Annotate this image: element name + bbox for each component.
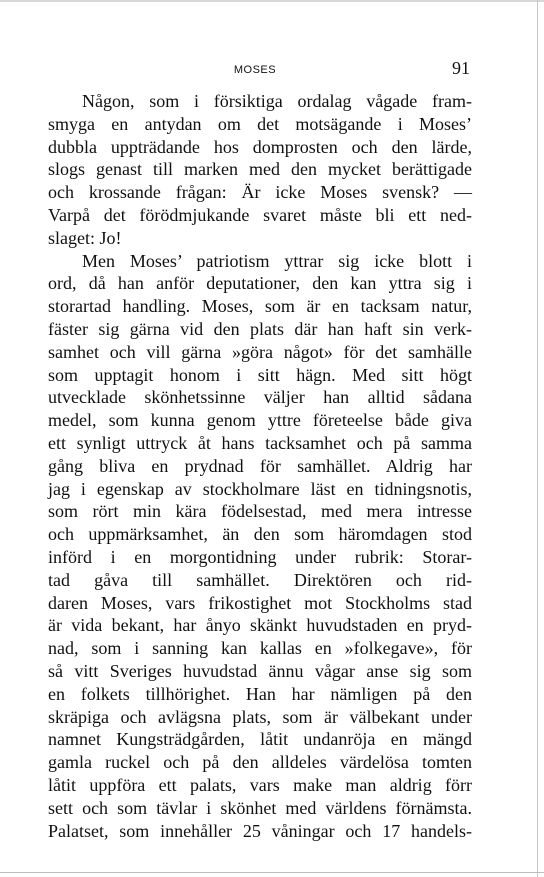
- text-line: sett och som tävlar i skönhet med världens förnämsta.: [48, 797, 472, 818]
- text-line: som rört min kära födelsestad, med mera intresse: [48, 501, 472, 522]
- text-line: medel, som kunna genom yttre företeelse både giva: [48, 410, 472, 431]
- text-line: slogs genast till marken med den mycket berättigade: [48, 159, 472, 180]
- scan-edge-bottom: [0, 872, 544, 873]
- text-line: så vitt Sveriges huvudstad ännu vågar anse sig som: [48, 660, 472, 681]
- text-line: ett synligt uttryck åt hans tacksamhet och på samma: [48, 432, 472, 453]
- text-line: tad gåva till samhället. Direktören och rid-: [48, 569, 472, 590]
- text-line: Men Moses’ patriotism yttrar sig icke blott i: [82, 250, 472, 271]
- text-line: samhet och vill gärna »göra något» för det samhälle: [48, 341, 472, 362]
- text-line: namnet Kungsträdgården, låtit undanröja en mängd: [48, 729, 472, 750]
- text-line: utvecklade skönhetssinne väljer han alltid sådana: [48, 387, 472, 408]
- text-line: och krossande frågan: Är icke Moses svensk? —: [48, 182, 472, 203]
- text-line: dubbla uppträdande hos domprosten och den lärde,: [48, 136, 472, 157]
- text-line: är vida bekant, har ånyo skänkt huvudstaden en pryd-: [48, 615, 472, 636]
- running-head: [40, 60, 470, 80]
- text-line: en folkets tillhörighet. Han har nämligen på den: [48, 683, 472, 704]
- text-line: som upptagit honom i sitt hägn. Med sitt högt: [48, 364, 472, 385]
- text-line: ord, då han anför deputationer, den kan yttra sig i: [48, 273, 472, 294]
- text-line: och uppmärksamhet, än den som häromdagen stod: [48, 524, 472, 545]
- text-line: nad, som i sanning kan kallas en »folkegave», för: [48, 638, 472, 659]
- scan-edge-right: [537, 0, 538, 877]
- text-line: storartad handling. Moses, som är en tacksam natur,: [48, 296, 472, 317]
- body-text: [48, 90, 472, 842]
- text-line: Palatset, som innehåller 25 våningar och 17 handels-: [48, 820, 472, 841]
- text-line: fäster sig gärna vid den plats där han haft sin verk-: [48, 318, 472, 339]
- text-line: gång bliva en prydnad för samhället. Aldrig har: [48, 455, 472, 476]
- text-line: slaget: Jo!: [48, 227, 122, 248]
- text-line: skräpiga och avlägsna plats, som är välbekant under: [48, 706, 472, 727]
- text-line: Någon, som i försiktiga ordalag vågade fram-: [82, 91, 472, 111]
- running-head-title: MOSES: [233, 64, 277, 76]
- text-line: smyga en antydan om det motsägande i Moses’: [48, 113, 472, 134]
- text-line: låtit uppföra ett palats, vars make man aldrig förr: [48, 774, 472, 795]
- text-line: jag i egenskap av stockholmare läst en tidningsnotis,: [48, 478, 472, 499]
- page-number: 91: [452, 58, 470, 78]
- scan-edge-top: [0, 0, 544, 2]
- text-line: gamla ruckel och på den alldeles värdelösa tomten: [48, 752, 472, 773]
- text-line: daren Moses, vars frikostighet mot Stockholms stad: [48, 592, 472, 613]
- text-line: Varpå det förödmjukande svaret måste bli ett ned-: [48, 204, 472, 225]
- text-line: införd i en morgontidning under rubrik: Storar-: [48, 546, 472, 567]
